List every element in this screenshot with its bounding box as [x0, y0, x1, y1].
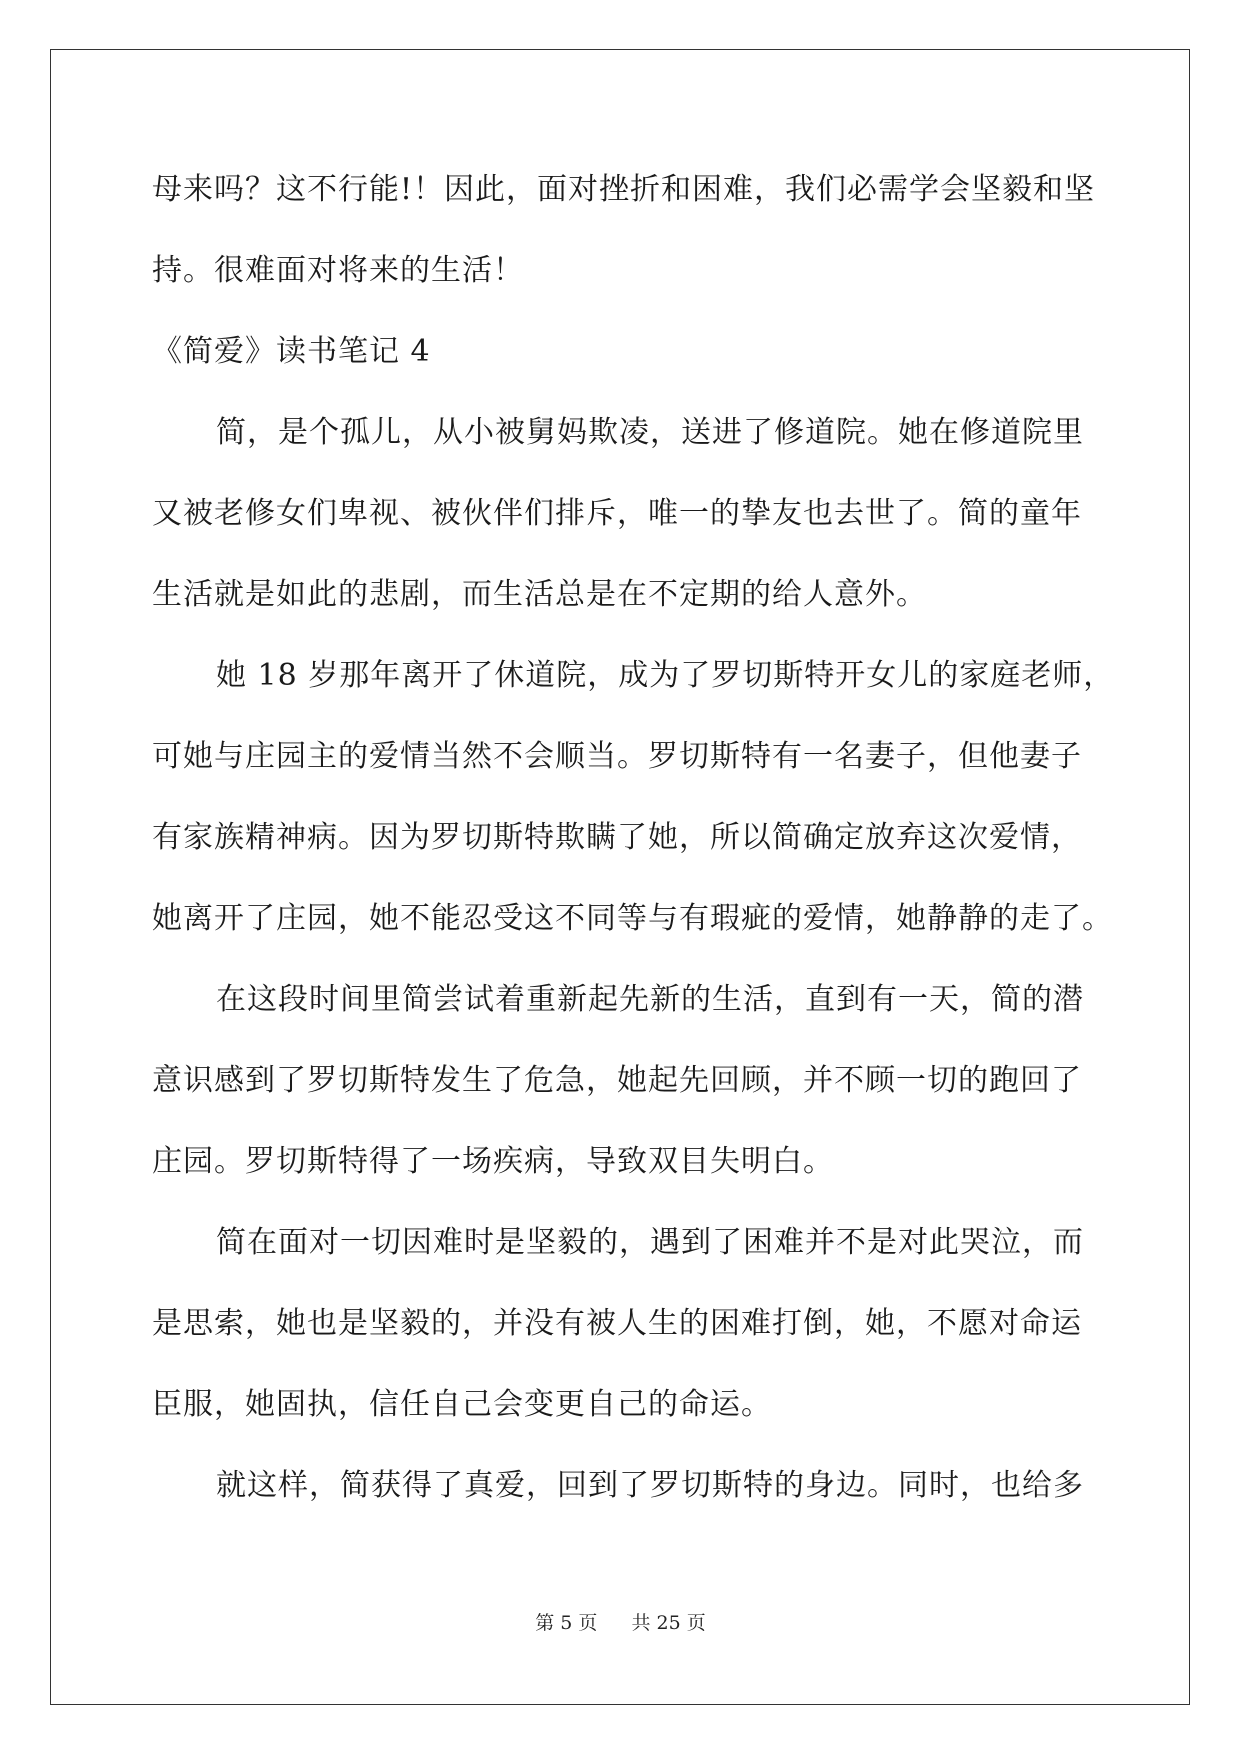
text-line: 意识感到了罗切斯特发生了危急，她起先回顾，并不顾一切的跑回了 — [152, 1063, 1082, 1098]
text-line: 生活就是如此的悲剧，而生活总是在不定期的给人意外。 — [152, 577, 927, 612]
paragraph-first-line: 就这样，简获得了真爱，回到了罗切斯特的身边。同时，也给多 — [216, 1468, 1084, 1503]
text-line: 是思索，她也是坚毅的，并没有被人生的困难打倒，她，不愿对命运 — [152, 1306, 1082, 1341]
text-line: 有家族精神病。因为罗切斯特欺瞒了她，所以简确定放弃这次爱情， — [152, 820, 1082, 855]
text-line: 又被老修女们卑视、被伙伴们排斥，唯一的挚友也去世了。简的童年 — [152, 496, 1082, 531]
text-line: 她离开了庄园，她不能忍受这不同等与有瑕疵的爱情，她静静的走了。 — [152, 901, 1113, 936]
paragraph-first-line: 在这段时间里简尝试着重新起先新的生活，直到有一天，简的潜 — [216, 982, 1084, 1017]
text-line: 母来吗？这不行能!！因此，面对挫折和困难，我们必需学会坚毅和坚 — [152, 172, 1096, 207]
text-line: 持。很难面对将来的生活！ — [152, 253, 524, 288]
text-line: 庄园。罗切斯特得了一场疾病，导致双目失明白。 — [152, 1144, 834, 1179]
section-heading: 《简爱》读书笔记 4 — [152, 334, 431, 369]
page-total: 共 25 页 — [631, 1612, 706, 1634]
paragraph-first-line: 她 18 岁那年离开了休道院，成为了罗切斯特开女儿的家庭老师， — [216, 658, 1115, 693]
document-body — [152, 160, 1115, 1537]
paragraph-first-line: 简，是个孤儿，从小被舅妈欺凌，送进了修道院。她在修道院里 — [216, 415, 1084, 450]
page-number: 第 5 页 — [535, 1612, 598, 1634]
paragraph-first-line: 简在面对一切因难时是坚毅的，遇到了困难并不是对此哭泣，而 — [216, 1225, 1084, 1260]
text-line: 臣服，她固执，信任自己会变更自己的命运。 — [152, 1387, 772, 1422]
text-line: 可她与庄园主的爱情当然不会顺当。罗切斯特有一名妻子，但他妻子 — [152, 739, 1082, 774]
page-footer — [0, 1608, 1241, 1635]
